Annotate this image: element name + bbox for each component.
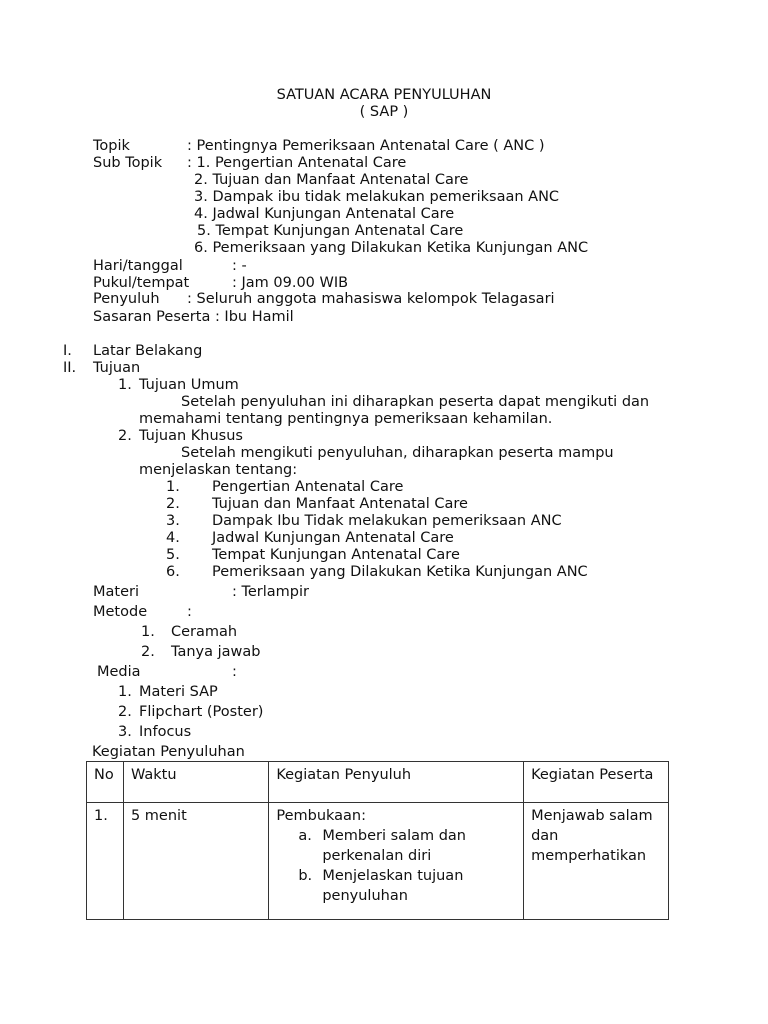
header-cell-kegiatan-peserta: Kegiatan Peserta [524,762,669,803]
pembukaan-title: Pembukaan: [276,808,366,824]
list-number: 1. [141,624,155,640]
tujuan-khusus-number: 2. [118,428,132,444]
subtopik-label: Sub Topik [93,155,163,171]
list-number: 2. [118,704,132,720]
metode-item: Ceramah [171,624,238,640]
list-item: Pengertian Antenatal Care [212,479,404,495]
subtopik-item: 2. Tujuan dan Manfaat Antenatal Care [194,172,469,188]
table-header-row [87,762,669,803]
materi-label: Materi [93,584,139,600]
tujuan-umum-text: memahami tentang pentingnya pemeriksaan kehamilan. [139,411,553,427]
header-cell-kegiatan-penyuluh: Kegiatan Penyuluh [269,762,524,803]
tujuan-umum-text: Setelah penyuluhan ini diharapkan peserta dapat mengikuti dan [181,394,650,410]
tujuan-khusus-title: Tujuan Khusus [139,428,243,444]
list-item: Tempat Kunjungan Antenatal Care [212,547,460,563]
list-item: Dampak Ibu Tidak melakukan pemeriksaan ANC [212,513,562,529]
subtopik-item: : 1. Pengertian Antenatal Care [187,155,407,171]
subtopik-item: 6. Pemeriksaan yang Dilakukan Ketika Kunjungan ANC [194,240,589,256]
tujuan-khusus-text: menjelaskan tentang: [139,462,298,478]
section-title-tujuan: Tujuan [93,360,141,376]
hari-value: : - [232,258,247,274]
list-item [276,866,516,906]
tujuan-umum-number: 1. [118,377,132,393]
penyuluh-value: : Seluruh anggota mahasiswa kelompok Telagasari [187,291,555,307]
list-number: 2. [141,644,155,660]
penyuluh-label: Penyuluh [93,291,160,307]
cell-no: 1. [87,803,124,920]
list-number: 2. [166,496,180,512]
header-cell-no: No [87,762,124,803]
document-title: SATUAN ACARA PENYULUHAN [276,87,492,103]
subtopik-item: 4. Jadwal Kunjungan Antenatal Care [194,206,455,222]
media-item: Infocus [139,724,192,740]
list-item: Pemeriksaan yang Dilakukan Ketika Kunjungan ANC [212,564,588,580]
list-item: Jadwal Kunjungan Antenatal Care [212,530,454,546]
list-number: 5. [166,547,180,563]
metode-colon: : [187,604,192,620]
header-cell-waktu: Waktu [123,762,268,803]
media-label: Media [97,664,141,680]
kegiatan-penyuluhan-title: Kegiatan Penyuluhan [92,744,245,760]
pukul-label: Pukul/tempat [93,275,190,291]
tujuan-khusus-text: Setelah mengikuti penyuluhan, diharapkan peserta mampu [181,445,614,461]
list-text: Memberi salam dan perkenalan diri [322,828,466,864]
metode-item: Tanya jawab [171,644,261,660]
list-item: Tujuan dan Manfaat Antenatal Care [212,496,468,512]
metode-label: Metode [93,604,148,620]
subtopik-item: 3. Dampak ibu tidak melakukan pemeriksaan ANC [194,189,560,205]
list-number: 1. [118,684,132,700]
topik-value: : Pentingnya Pemeriksaan Antenatal Care ( ANC ) [187,138,545,154]
subtopik-item: 5. Tempat Kunjungan Antenatal Care [197,223,464,239]
list-number: 1. [166,479,180,495]
cell-waktu: 5 menit [123,803,268,920]
document-subtitle: ( SAP ) [359,104,409,120]
tujuan-umum-title: Tujuan Umum [139,377,239,393]
list-number: 3. [166,513,180,529]
media-colon: : [232,664,237,680]
list-number: 6. [166,564,180,580]
list-number: 3. [118,724,132,740]
section-title-latar-belakang: Latar Belakang [93,343,203,359]
list-marker: b. [298,868,313,884]
cell-kegiatan-penyuluh [269,803,524,920]
sasaran-peserta: Sasaran Peserta : Ibu Hamil [93,309,294,325]
section-number: I. [63,343,72,359]
media-item: Flipchart (Poster) [139,704,264,720]
list-item [276,826,516,866]
list-marker: a. [298,828,312,844]
list-text: Menjelaskan tujuan penyuluhan [322,868,464,904]
media-item: Materi SAP [139,684,218,700]
topik-label: Topik [93,138,130,154]
cell-kegiatan-peserta: Menjawab salam dan memperhatikan [524,803,669,920]
table-row [87,803,669,920]
kegiatan-table [86,761,669,920]
section-number: II. [63,360,77,376]
materi-value: : Terlampir [232,584,310,600]
hari-label: Hari/tanggal [93,258,183,274]
list-number: 4. [166,530,180,546]
pukul-value: : Jam 09.00 WIB [232,275,349,291]
